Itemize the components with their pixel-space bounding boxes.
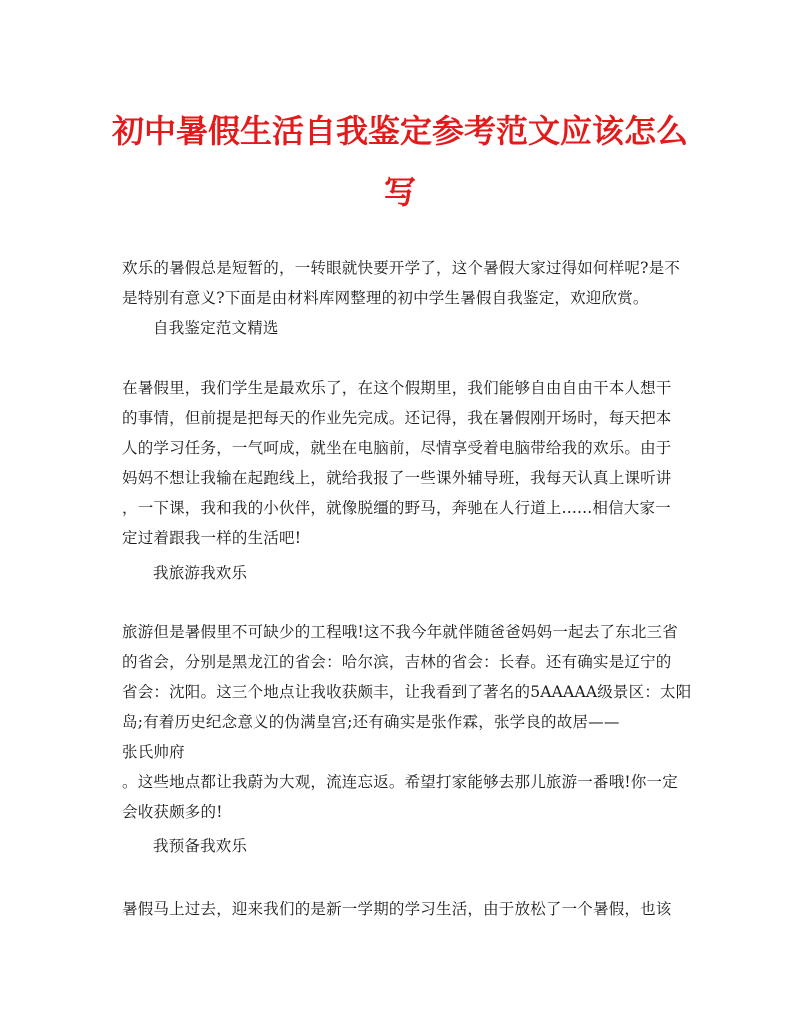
para-1-line-3: 人的学习任务，一气呵成，就坐在电脑前，尽情享受着电脑带给我的欢乐。由于 bbox=[122, 439, 672, 457]
intro-line-2: 是特别有意义?下面是由材料库网整理的初中学生暑假自我鉴定，欢迎欣赏。 bbox=[122, 289, 649, 307]
para-1-line-6: 定过着跟我一样的生活吧! bbox=[122, 529, 302, 547]
para-2-line-6: 。这些地点都让我蔚为大观，流连忘返。希望打家能够去那儿旅游一番哦!你一定 bbox=[122, 773, 678, 791]
para-1-line-1: 在暑假里，我们学生是最欢乐了，在这个假期里，我们能够自由自由干本人想干 bbox=[122, 379, 672, 397]
para-1-line-4: 妈妈不想让我输在起跑线上，就给我报了一些课外辅导班，我每天认真上课听讲 bbox=[122, 469, 672, 487]
document-title-line-1: 初中暑假生活自我鉴定参考范文应该怎么 bbox=[111, 112, 688, 150]
para-1-line-2: 的事情，但前提是把每天的作业先完成。还记得，我在暑假刚开场时，每天把本 bbox=[122, 409, 672, 427]
section-heading-3: 我预备我欢乐 bbox=[153, 837, 248, 855]
para-2-line-5: 张氏帅府 bbox=[122, 743, 185, 761]
para-1-line-5: ，一下课，我和我的小伙伴，就像脱缰的野马，奔驰在人行道上......相信大家一 bbox=[122, 499, 671, 517]
section-heading-2: 我旅游我欢乐 bbox=[153, 564, 248, 582]
para-2-line-3: 省会：沈阳。这三个地点让我收获颇丰，让我看到了著名的5AAAAA级景区：太阳 bbox=[122, 683, 692, 701]
intro-line-1: 欢乐的暑假总是短暂的，一转眼就快要开学了，这个暑假大家过得如何样呢?是不 bbox=[122, 259, 681, 277]
section-heading-1: 自我鉴定范文精选 bbox=[153, 319, 279, 337]
para-2-line-2: 的省会，分别是黑龙江的省会：哈尔滨，吉林的省会：长春。还有确实是辽宁的 bbox=[122, 653, 672, 671]
para-2-line-7: 会收获颇多的! bbox=[122, 803, 223, 821]
para-3-line-1: 暑假马上过去，迎来我们的是新一学期的学习生活，由于放松了一个暑假，也该 bbox=[122, 900, 672, 918]
document-title-line-2: 写 bbox=[383, 173, 416, 211]
para-2-line-4: 岛;有着历史纪念意义的伪满皇宫;还有确实是张作霖，张学良的故居—— bbox=[122, 713, 620, 731]
para-2-line-1: 旅游但是暑假里不可缺少的工程哦!这不我今年就伴随爸爸妈妈一起去了东北三省 bbox=[122, 623, 678, 641]
